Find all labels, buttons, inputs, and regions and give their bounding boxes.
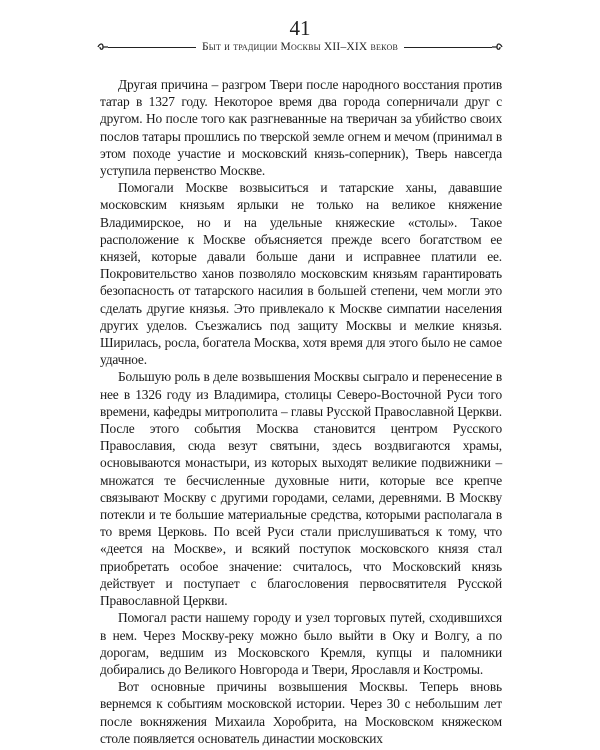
right-ornament-icon bbox=[492, 40, 504, 54]
page-number: 41 bbox=[289, 16, 311, 40]
paragraph: Другая причина – разгром Твери после народного восстания против татар в 1327 году. Некоторое время два города соперничали друг с другом. Но после того как разгневанные на тверичан за убийство своих послов татары прошлись по тверской земле огнем и мечом (принимал в этом походе участие и московский князь-соперник), Тверь навсегда уступила первенство Москве. bbox=[100, 77, 502, 179]
paragraph: Вот основные причины возвышения Москвы. Теперь вновь вернемся к событиям московской истории. Через 30 с небольшим лет после вокняжения Михаила Хоробрита, на Московском княжеском столе появляется основатель династии московских bbox=[100, 679, 502, 746]
running-head-title: Быт и традиции Москвы XII–XIX веков bbox=[196, 40, 404, 54]
left-ornament-icon bbox=[96, 40, 108, 54]
body-text bbox=[100, 76, 502, 747]
paragraph: Помогали Москве возвыситься и татарские ханы, дававшие московским князьям ярлыки не только на великое княжение Владимирское, но и на удельные княжеские «столы». Такое расположение к Москве объясняется прежде всего богатством ее князей, которые давали больше дани и исправнее платили ее. Покровительство ханов позволяло московским князьям гарантировать безопасность от татарского насилия в большей степени, чем могли это сделать другие князья. Это привлекало к Москве симпатии населения других уделов. Съезжались под защиту Москвы и мелкие князья. Ширилась, росла, богатела Москва, хотя время для этого было не самое удачное. bbox=[100, 180, 502, 368]
paragraph: Помогал расти нашему городу и узел торговых путей, сходившихся в нем. Через Москву-реку можно было выйти в Оку и Волгу, а по дорогам, ведшим из Московского Кремля, купцы и паломники добирались до Великого Новгорода и Твери, Ярославля и Костромы. bbox=[100, 610, 502, 677]
paragraph: Большую роль в деле возвышения Москвы сыграло и перенесение в нее в 1326 году из Владимира, столицы Северо-Восточной Руси того времени, кафедры митрополита – главы Русской Православной Церкви. После этого события Москва становится центром Русского Православия, сюда везут святыни, здесь воздвигаются храмы, основываются монастыри, из которых выходят великие подвижники – множатся те бесчисленные духовные нити, которые все крепче связывают Москву с другими городами, селами, деревнями. В Москву потекли и те большие материальные средства, которыми располагала в то время Церковь. По всей Руси стали прислушиваться к тому, что «деется на Москве», и всякий поступок московского князя стал приобретать особое значение: считалось, что Московский князь действует и поступает с благословения первосвятителя Русской Православной Церкви. bbox=[100, 369, 502, 609]
running-head bbox=[98, 40, 502, 54]
